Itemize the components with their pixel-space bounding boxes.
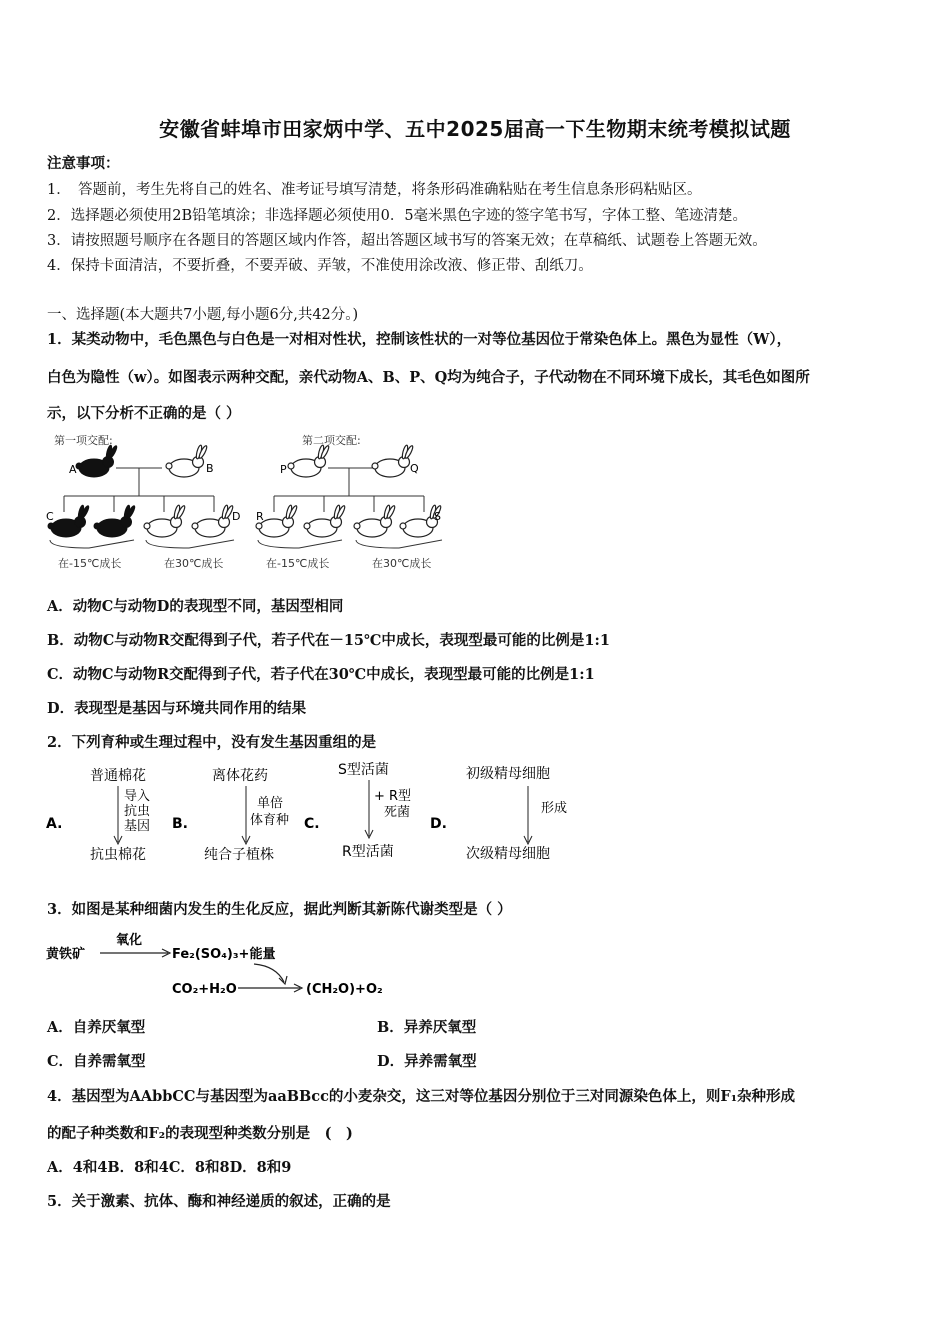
d-mid: 形成 <box>541 801 568 816</box>
label-b: B <box>206 462 214 475</box>
q2-option-d-label[interactable]: D. <box>430 816 447 832</box>
q3-option-d[interactable]: D．异养需氧型 <box>377 1053 477 1070</box>
label-c: C <box>46 510 54 523</box>
rabbit-white-icon <box>166 445 208 477</box>
label-r: R <box>256 510 264 523</box>
notice-item: 1． 答题前，考生先将自己的姓名、准考证号填写清楚，将条形码准确粘贴在考生信息条形码粘贴区。 <box>47 182 702 198</box>
a-bottom: 抗虫棉花 <box>90 847 146 863</box>
q4-options[interactable]: A．4和4B．8和4C．8和8D．8和9 <box>47 1159 292 1176</box>
section-heading: 一、选择题(本大题共7小题,每小题6分,共42分。) <box>47 307 359 323</box>
notice-item: 3．请按照题号顺序在各题目的答题区域内作答，超出答题区域书写的答案无效；在草稿纸、试题卷上答题无效。 <box>47 233 767 249</box>
a-mid-1: 导入 <box>124 789 151 804</box>
label-q: Q <box>410 462 419 475</box>
reactant: 黄铁矿 <box>46 947 86 962</box>
q3-option-a[interactable]: A．自养厌氧型 <box>47 1019 146 1036</box>
c-bottom: R型活菌 <box>342 844 394 860</box>
right-side-2: (CH₂O)+O₂ <box>306 982 383 997</box>
d-bottom: 次级精母细胞 <box>466 846 550 862</box>
b-mid-1: 单倍 <box>257 796 284 811</box>
a-top: 普通棉花 <box>90 768 146 784</box>
q1-stem-line3: 示，以下分析不正确的是（ ） <box>47 405 241 422</box>
q2-option-c-label[interactable]: C. <box>304 816 320 832</box>
rabbit-white-icon <box>192 505 234 537</box>
q3-reaction-figure <box>44 926 394 1002</box>
label-d: D <box>232 510 241 523</box>
cond-cold-2: 在-15℃成长 <box>266 557 330 570</box>
cond-cold-1: 在-15℃成长 <box>58 557 122 570</box>
rabbit-black-icon <box>94 505 136 537</box>
notice-heading: 注意事项： <box>47 155 120 172</box>
cond-warm-1: 在30℃成长 <box>164 557 224 570</box>
rabbit-black-icon <box>76 445 118 477</box>
q1-cross-figure <box>44 428 444 576</box>
q1-option-d[interactable]: D．表现型是基因与环境共同作用的结果 <box>47 700 307 717</box>
notice-item: 2．选择题必须使用2B铅笔填涂；非选择题必须使用0．5毫米黑色字迹的签字笔书写，字体工整、笔迹清楚。 <box>47 208 748 224</box>
b-mid-2: 体育种 <box>250 813 290 828</box>
rabbit-white-icon <box>144 505 186 537</box>
q5-stem: 5．关于激素、抗体、酶和神经递质的叙述，正确的是 <box>47 1193 391 1210</box>
rabbit-white-icon <box>354 505 396 537</box>
q2-stem: 2．下列育种或生理过程中，没有发生基因重组的是 <box>47 734 377 751</box>
q2-option-a-label[interactable]: A. <box>46 816 63 832</box>
cross2-title: 第二项交配: <box>302 434 361 447</box>
q4-stem-line2: 的配子种类数和F₂的表现型种类数分别是 ( ) <box>47 1125 353 1142</box>
c-mid-1: + R型 <box>374 789 412 804</box>
rabbit-white-icon <box>372 445 414 477</box>
q1-stem-line1: 1．某类动物中，毛色黑色与白色是一对相对性状，控制该性状的一对等位基因位于常染色体上。黑色为显性（W）， <box>47 331 792 348</box>
d-top: 初级精母细胞 <box>466 766 550 782</box>
q1-option-c[interactable]: C．动物C与动物R交配得到子代，若子代在30℃中成长，表现型最可能的比例是1:1 <box>47 666 595 683</box>
a-mid-2: 抗虫 <box>124 804 151 819</box>
label-s: S <box>434 510 441 523</box>
q1-option-b[interactable]: B．动物C与动物R交配得到子代，若子代在－15℃中成长，表现型最可能的比例是1:1 <box>47 632 610 649</box>
q2-option-b-label[interactable]: B. <box>172 816 188 832</box>
a-mid-3: 基因 <box>124 819 151 834</box>
q3-option-b[interactable]: B．异养厌氧型 <box>377 1019 477 1036</box>
cross1-title: 第一项交配: <box>54 434 113 447</box>
arrow-label: 氧化 <box>116 933 143 948</box>
q4-stem-line1: 4．基因型为AAbbCC与基因型为aaBBcc的小麦杂交，这三对等位基因分别位于三对同源染色体上，则F₁杂种形成 <box>47 1088 796 1105</box>
c-top: S型活菌 <box>338 762 389 778</box>
c-mid-2: 死菌 <box>384 805 411 820</box>
page-title: 安徽省蚌埠市田家炳中学、五中2025届高一下生物期末统考模拟试题 <box>159 117 791 141</box>
rabbit-white-icon <box>288 445 330 477</box>
b-bottom: 纯合子植株 <box>204 847 274 863</box>
label-a: A <box>69 463 77 476</box>
q3-stem: 3．如图是某种细菌内发生的生化反应，据此判断其新陈代谢类型是（ ） <box>47 901 512 918</box>
rabbit-white-icon <box>304 505 346 537</box>
product: Fe₂(SO₄)₃+能量 <box>172 947 276 962</box>
cond-warm-2: 在30℃成长 <box>372 557 432 570</box>
label-p: P <box>280 463 287 476</box>
notice-item: 4．保持卡面清洁，不要折叠，不要弄破、弄皱，不准使用涂改液、修正带、刮纸刀。 <box>47 258 593 274</box>
q1-option-a[interactable]: A．动物C与动物D的表现型不同，基因型相同 <box>47 598 344 615</box>
q2-options-figure <box>44 760 584 868</box>
b-top: 离体花药 <box>212 768 268 784</box>
q1-stem-line2: 白色为隐性（w）。如图表示两种交配，亲代动物A、B、P、Q均为纯合子，子代动物在不同环境下成长，其毛色如图所 <box>47 369 810 386</box>
q3-option-c[interactable]: C．自养需氧型 <box>47 1053 146 1070</box>
left-side-2: CO₂+H₂O <box>172 982 237 997</box>
rabbit-black-icon <box>48 505 90 537</box>
